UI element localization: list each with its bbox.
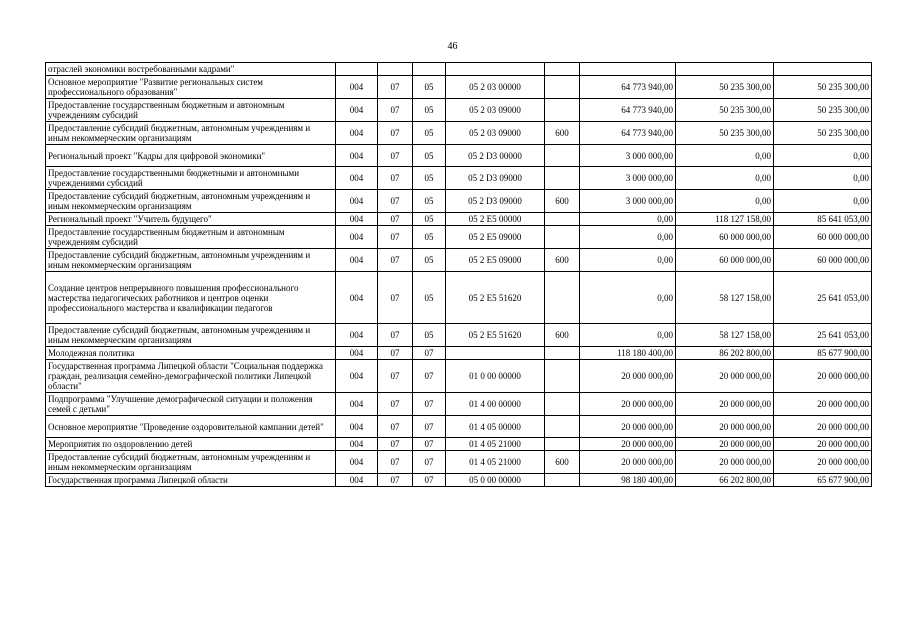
cell-target-code: 05 2 E5 51620 (446, 324, 545, 347)
table-row (46, 324, 872, 347)
cell-amount-year3: 50 235 300,00 (774, 76, 872, 99)
cell-subsection: 07 (413, 393, 446, 416)
cell-name: Предоставление субсидий бюджетным, автономным учреждениям и иным некоммерческим организациям (46, 324, 336, 347)
cell-amount-year2: 66 202 800,00 (676, 474, 774, 487)
table-row (46, 416, 872, 438)
cell-section: 07 (378, 451, 413, 474)
cell-target-code: 05 2 D3 09000 (446, 167, 545, 190)
cell-subsection: 07 (413, 474, 446, 487)
cell-name: Региональный проект "Учитель будущего" (46, 213, 336, 226)
cell-subsection: 05 (413, 122, 446, 145)
cell-section: 07 (378, 272, 413, 324)
cell-subsection: 07 (413, 347, 446, 360)
cell-amount-year2: 60 000 000,00 (676, 226, 774, 249)
cell-target-code: 05 2 03 09000 (446, 99, 545, 122)
cell-expense-type (545, 63, 580, 76)
cell-amount-year3: 50 235 300,00 (774, 99, 872, 122)
cell-expense-type (545, 474, 580, 487)
cell-section: 07 (378, 76, 413, 99)
cell-admin-code: 004 (336, 190, 378, 213)
cell-amount-year1: 0,00 (580, 272, 676, 324)
table-row (46, 145, 872, 167)
cell-amount-year3: 50 235 300,00 (774, 122, 872, 145)
cell-amount-year3: 25 641 053,00 (774, 324, 872, 347)
cell-subsection: 07 (413, 438, 446, 451)
cell-amount-year1: 118 180 400,00 (580, 347, 676, 360)
cell-target-code: 01 4 05 21000 (446, 438, 545, 451)
cell-admin-code: 004 (336, 167, 378, 190)
cell-name: Молодежная политика (46, 347, 336, 360)
cell-amount-year3: 20 000 000,00 (774, 451, 872, 474)
table-row (46, 393, 872, 416)
cell-expense-type: 600 (545, 190, 580, 213)
cell-expense-type (545, 360, 580, 393)
table-row (46, 122, 872, 145)
cell-section: 07 (378, 249, 413, 272)
cell-amount-year1: 0,00 (580, 226, 676, 249)
cell-amount-year1: 0,00 (580, 213, 676, 226)
cell-target-code (446, 347, 545, 360)
table-row (46, 438, 872, 451)
cell-admin-code: 004 (336, 249, 378, 272)
cell-amount-year2: 20 000 000,00 (676, 416, 774, 438)
cell-admin-code: 004 (336, 451, 378, 474)
cell-section: 07 (378, 438, 413, 451)
cell-target-code: 05 2 E5 09000 (446, 226, 545, 249)
cell-subsection: 05 (413, 213, 446, 226)
cell-target-code: 05 2 D3 00000 (446, 145, 545, 167)
cell-expense-type (545, 76, 580, 99)
cell-admin-code: 004 (336, 438, 378, 451)
cell-section: 07 (378, 393, 413, 416)
page-number: 46 (447, 41, 458, 52)
cell-amount-year1: 20 000 000,00 (580, 360, 676, 393)
table-row (46, 474, 872, 487)
table-row (46, 451, 872, 474)
cell-subsection: 05 (413, 145, 446, 167)
cell-amount-year1: 64 773 940,00 (580, 122, 676, 145)
cell-name: Предоставление государственным бюджетным и автономным учреждениям субсидий (46, 226, 336, 249)
cell-amount-year2: 20 000 000,00 (676, 393, 774, 416)
cell-admin-code: 004 (336, 360, 378, 393)
cell-name: Основное мероприятие "Проведение оздоровительной кампании детей" (46, 416, 336, 438)
cell-target-code: 05 2 E5 09000 (446, 249, 545, 272)
cell-admin-code: 004 (336, 474, 378, 487)
cell-subsection: 07 (413, 451, 446, 474)
cell-amount-year2: 58 127 158,00 (676, 272, 774, 324)
cell-admin-code: 004 (336, 213, 378, 226)
cell-admin-code: 004 (336, 99, 378, 122)
cell-amount-year3: 20 000 000,00 (774, 416, 872, 438)
cell-amount-year3 (774, 63, 872, 76)
cell-section: 07 (378, 360, 413, 393)
cell-amount-year3: 60 000 000,00 (774, 226, 872, 249)
cell-amount-year3: 60 000 000,00 (774, 249, 872, 272)
table-row (46, 190, 872, 213)
cell-subsection (413, 63, 446, 76)
cell-amount-year3: 0,00 (774, 190, 872, 213)
cell-name: Мероприятия по оздоровлению детей (46, 438, 336, 451)
cell-amount-year2: 60 000 000,00 (676, 249, 774, 272)
table-row (46, 76, 872, 99)
cell-expense-type (545, 347, 580, 360)
cell-admin-code: 004 (336, 145, 378, 167)
cell-section: 07 (378, 213, 413, 226)
cell-amount-year2: 20 000 000,00 (676, 438, 774, 451)
cell-expense-type: 600 (545, 324, 580, 347)
cell-name: Предоставление субсидий бюджетным, автономным учреждениям и иным некоммерческим организациям (46, 249, 336, 272)
cell-section: 07 (378, 347, 413, 360)
cell-subsection: 05 (413, 226, 446, 249)
cell-target-code: 05 2 03 00000 (446, 76, 545, 99)
cell-expense-type: 600 (545, 249, 580, 272)
cell-name: Предоставление субсидий бюджетным, автономным учреждениям и иным некоммерческим организациям (46, 122, 336, 145)
table-row (46, 347, 872, 360)
cell-amount-year3: 65 677 900,00 (774, 474, 872, 487)
cell-subsection: 05 (413, 324, 446, 347)
table-row (46, 167, 872, 190)
cell-expense-type (545, 226, 580, 249)
cell-amount-year2: 20 000 000,00 (676, 451, 774, 474)
cell-subsection: 05 (413, 167, 446, 190)
cell-target-code: 05 2 03 09000 (446, 122, 545, 145)
cell-amount-year2: 50 235 300,00 (676, 76, 774, 99)
cell-expense-type: 600 (545, 122, 580, 145)
cell-amount-year1: 64 773 940,00 (580, 99, 676, 122)
table-row (46, 249, 872, 272)
cell-amount-year2: 20 000 000,00 (676, 360, 774, 393)
cell-section: 07 (378, 474, 413, 487)
cell-name: Государственная программа Липецкой области "Социальная поддержка граждан, реализация семейно-демографической политики Липецкой области" (46, 360, 336, 393)
cell-target-code: 05 2 D3 09000 (446, 190, 545, 213)
cell-expense-type (545, 272, 580, 324)
cell-target-code (446, 63, 545, 76)
table-row (46, 63, 872, 76)
cell-expense-type (545, 438, 580, 451)
cell-amount-year1: 20 000 000,00 (580, 416, 676, 438)
table-row (46, 226, 872, 249)
table-row (46, 213, 872, 226)
cell-name: Предоставление государственным бюджетным и автономным учреждениям субсидий (46, 99, 336, 122)
cell-name: Предоставление субсидий бюджетным, автономным учреждениям и иным некоммерческим организациям (46, 451, 336, 474)
cell-amount-year2: 118 127 158,00 (676, 213, 774, 226)
cell-expense-type (545, 416, 580, 438)
cell-section: 07 (378, 416, 413, 438)
table-row (46, 360, 872, 393)
cell-expense-type (545, 145, 580, 167)
cell-target-code: 05 0 00 00000 (446, 474, 545, 487)
cell-target-code: 01 4 05 21000 (446, 451, 545, 474)
table-body (46, 63, 872, 487)
cell-amount-year3: 0,00 (774, 167, 872, 190)
cell-section (378, 63, 413, 76)
cell-subsection: 05 (413, 272, 446, 324)
table-row (46, 272, 872, 324)
cell-target-code: 05 2 E5 00000 (446, 213, 545, 226)
cell-amount-year1: 3 000 000,00 (580, 167, 676, 190)
cell-subsection: 05 (413, 76, 446, 99)
cell-target-code: 01 0 00 00000 (446, 360, 545, 393)
table-row (46, 99, 872, 122)
cell-amount-year1: 0,00 (580, 249, 676, 272)
cell-expense-type (545, 213, 580, 226)
cell-amount-year1: 20 000 000,00 (580, 451, 676, 474)
cell-target-code: 01 4 05 00000 (446, 416, 545, 438)
cell-target-code: 01 4 00 00000 (446, 393, 545, 416)
cell-amount-year3: 85 677 900,00 (774, 347, 872, 360)
cell-amount-year3: 25 641 053,00 (774, 272, 872, 324)
cell-amount-year1: 20 000 000,00 (580, 438, 676, 451)
cell-name: Создание центров непрерывного повышения профессионального мастерства педагогических работников и центров оценки профессионального мастерства и квалификации педагогов (46, 272, 336, 324)
cell-amount-year1: 64 773 940,00 (580, 76, 676, 99)
cell-admin-code: 004 (336, 76, 378, 99)
cell-subsection: 05 (413, 249, 446, 272)
cell-amount-year3: 20 000 000,00 (774, 393, 872, 416)
cell-amount-year1 (580, 63, 676, 76)
cell-admin-code: 004 (336, 226, 378, 249)
cell-amount-year1: 3 000 000,00 (580, 145, 676, 167)
cell-name: Предоставление субсидий бюджетным, автономным учреждениям и иным некоммерческим организациям (46, 190, 336, 213)
cell-admin-code (336, 63, 378, 76)
cell-amount-year3: 0,00 (774, 145, 872, 167)
cell-name: Предоставление государственными бюджетными и автономными учреждениями субсидий (46, 167, 336, 190)
cell-amount-year2 (676, 63, 774, 76)
cell-section: 07 (378, 99, 413, 122)
cell-subsection: 07 (413, 416, 446, 438)
cell-amount-year1: 20 000 000,00 (580, 393, 676, 416)
cell-subsection: 05 (413, 190, 446, 213)
cell-amount-year2: 50 235 300,00 (676, 122, 774, 145)
cell-section: 07 (378, 145, 413, 167)
cell-amount-year3: 85 641 053,00 (774, 213, 872, 226)
cell-amount-year2: 0,00 (676, 145, 774, 167)
cell-amount-year2: 0,00 (676, 167, 774, 190)
cell-name: Государственная программа Липецкой области (46, 474, 336, 487)
cell-amount-year1: 0,00 (580, 324, 676, 347)
cell-admin-code: 004 (336, 272, 378, 324)
cell-name: Региональный проект "Кадры для цифровой экономики" (46, 145, 336, 167)
cell-admin-code: 004 (336, 324, 378, 347)
cell-subsection: 05 (413, 99, 446, 122)
cell-section: 07 (378, 122, 413, 145)
cell-expense-type (545, 99, 580, 122)
cell-amount-year3: 20 000 000,00 (774, 438, 872, 451)
budget-table (45, 62, 872, 487)
cell-amount-year2: 58 127 158,00 (676, 324, 774, 347)
cell-amount-year2: 86 202 800,00 (676, 347, 774, 360)
cell-amount-year1: 3 000 000,00 (580, 190, 676, 213)
cell-name: Основное мероприятие "Развитие региональных систем профессионального образования" (46, 76, 336, 99)
cell-section: 07 (378, 226, 413, 249)
cell-admin-code: 004 (336, 122, 378, 145)
cell-section: 07 (378, 167, 413, 190)
cell-name: отраслей экономики востребованными кадрами" (46, 63, 336, 76)
cell-section: 07 (378, 190, 413, 213)
cell-admin-code: 004 (336, 393, 378, 416)
cell-expense-type (545, 167, 580, 190)
cell-expense-type (545, 393, 580, 416)
cell-subsection: 07 (413, 360, 446, 393)
cell-amount-year3: 20 000 000,00 (774, 360, 872, 393)
cell-expense-type: 600 (545, 451, 580, 474)
cell-name: Подпрограмма "Улучшение демографической ситуации и положения семей с детьми" (46, 393, 336, 416)
cell-amount-year2: 50 235 300,00 (676, 99, 774, 122)
cell-amount-year2: 0,00 (676, 190, 774, 213)
cell-section: 07 (378, 324, 413, 347)
cell-admin-code: 004 (336, 416, 378, 438)
cell-amount-year1: 98 180 400,00 (580, 474, 676, 487)
cell-target-code: 05 2 E5 51620 (446, 272, 545, 324)
cell-admin-code: 004 (336, 347, 378, 360)
